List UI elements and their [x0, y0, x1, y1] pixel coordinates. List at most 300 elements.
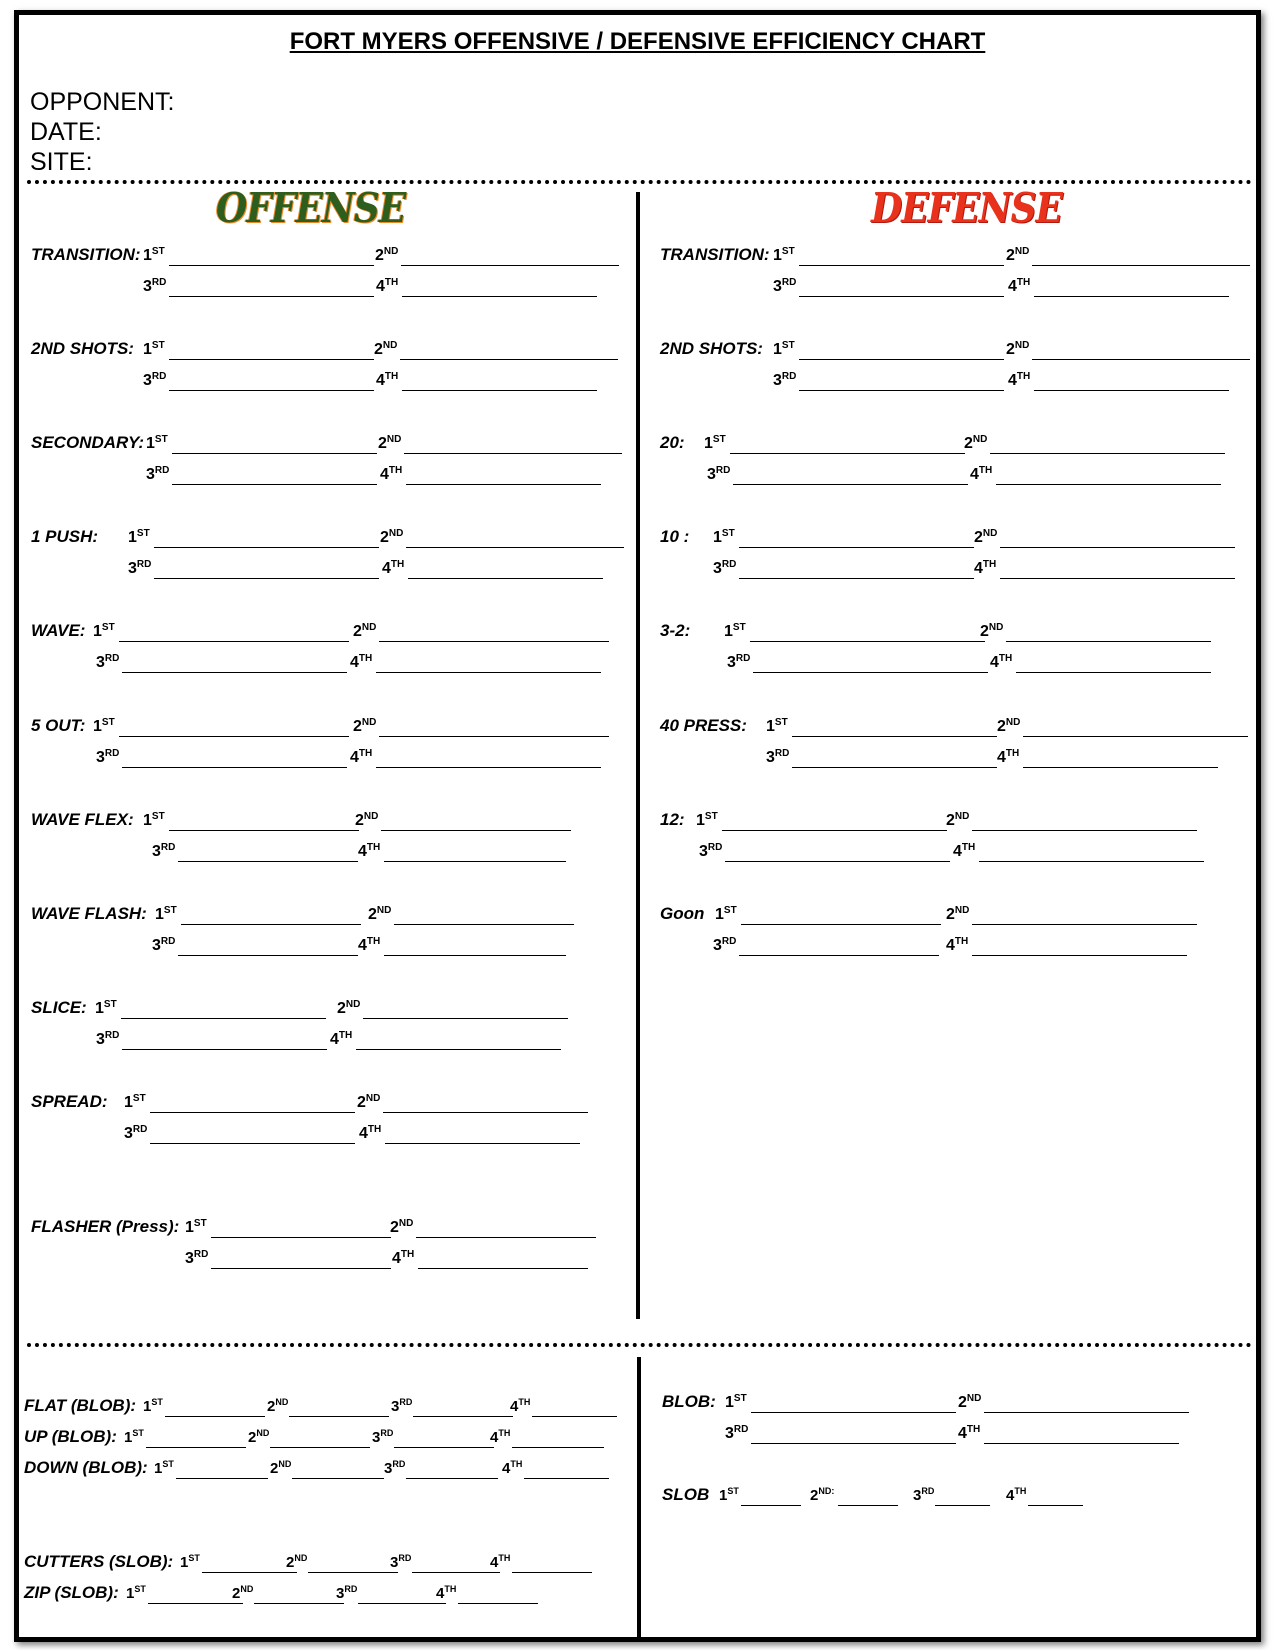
- quarter-3-label: [913, 1486, 934, 1504]
- play-label: UP (BLOB):: [24, 1427, 117, 1446]
- quarter-number: 3: [391, 1398, 400, 1415]
- quarter-suffix: ST: [732, 622, 746, 633]
- quarter-number: 1: [715, 906, 724, 923]
- quarter-4-label: [958, 1424, 980, 1443]
- quarter-4-input[interactable]: [402, 296, 597, 297]
- quarter-number: 3: [128, 560, 137, 577]
- quarter-suffix: RD: [774, 748, 790, 759]
- quarter-4-input[interactable]: [1034, 296, 1229, 297]
- quarter-3-input[interactable]: [122, 672, 347, 673]
- quarter-suffix: ND: [382, 340, 398, 351]
- quarter-suffix: TH: [518, 1397, 531, 1407]
- play-label: 3-2:: [660, 621, 691, 640]
- quarter-3-input[interactable]: [739, 955, 939, 956]
- quarter-3-input[interactable]: [751, 1443, 956, 1444]
- quarter-3-input[interactable]: [150, 1143, 355, 1144]
- quarter-3-label: [128, 559, 151, 578]
- defense-title: DEFENSE: [871, 184, 1062, 233]
- quarter-suffix: ND: [361, 717, 377, 728]
- quarter-1-label: [696, 811, 718, 830]
- quarter-suffix: TH: [384, 277, 399, 288]
- quarter-1-label: [725, 1393, 747, 1412]
- quarter-suffix: TH: [1016, 277, 1031, 288]
- play-label: WAVE FLEX:: [31, 810, 134, 829]
- quarter-1-input[interactable]: [741, 1505, 801, 1506]
- quarter-suffix: RD: [781, 371, 797, 382]
- quarter-3-label: [773, 371, 796, 390]
- quarter-1-label: [93, 622, 115, 641]
- play-label: BLOB:: [662, 1392, 716, 1411]
- quarter-suffix: TH: [367, 1124, 382, 1135]
- quarter-suffix: ND: [982, 528, 998, 539]
- quarter-number: 4: [358, 843, 367, 860]
- quarter-4-input[interactable]: [384, 861, 566, 862]
- quarter-3-label: [707, 465, 730, 484]
- quarter-2-label: [375, 246, 398, 265]
- quarter-suffix: TH: [366, 842, 381, 853]
- quarter-suffix: ND: [363, 811, 379, 822]
- quarter-4-input[interactable]: [1016, 672, 1211, 673]
- quarter-1-label: [146, 434, 168, 453]
- quarter-number: 4: [392, 1250, 401, 1267]
- quarter-1-input[interactable]: [751, 1412, 956, 1413]
- quarter-2-input[interactable]: [406, 547, 624, 548]
- quarter-3-label: [336, 1584, 357, 1602]
- quarter-number: 4: [1008, 278, 1017, 295]
- quarter-1-label: [124, 1093, 146, 1112]
- quarter-3-input[interactable]: [935, 1505, 990, 1506]
- quarter-4-input[interactable]: [972, 955, 1187, 956]
- quarter-suffix: RD: [104, 653, 120, 664]
- quarter-2-input[interactable]: [984, 1412, 1189, 1413]
- quarter-3-label: [390, 1553, 411, 1571]
- play-label: TRANSITION:: [660, 245, 770, 264]
- quarter-3-label: [713, 559, 736, 578]
- quarter-3-input[interactable]: [358, 1603, 446, 1604]
- quarter-number: 3: [707, 466, 716, 483]
- quarter-number: 2: [1006, 247, 1015, 264]
- quarter-2-input[interactable]: [254, 1603, 344, 1604]
- quarter-4-label: [502, 1459, 522, 1477]
- play-label: WAVE FLASH:: [31, 904, 147, 923]
- quarter-1-label: [719, 1486, 739, 1504]
- quarter-1-input[interactable]: [799, 359, 1004, 360]
- quarter-number: 2: [810, 1487, 819, 1504]
- quarter-2-input[interactable]: [1006, 641, 1211, 642]
- quarter-2-input[interactable]: [1032, 265, 1250, 266]
- quarter-3-label: [699, 842, 722, 861]
- quarter-suffix: ST: [723, 905, 737, 916]
- quarter-2-input[interactable]: [1023, 736, 1248, 737]
- quarter-suffix: ND: [256, 1428, 270, 1438]
- quarter-suffix: ST: [101, 622, 115, 633]
- quarter-4-label: [380, 465, 402, 484]
- quarter-4-input[interactable]: [512, 1447, 604, 1448]
- quarter-number: 4: [359, 1125, 368, 1142]
- quarter-suffix: ST: [733, 1393, 747, 1404]
- quarter-1-label: [143, 1397, 163, 1415]
- play-label: 5 OUT:: [31, 716, 86, 735]
- quarter-2-label: [946, 811, 969, 830]
- quarter-4-label: [990, 653, 1012, 672]
- quarter-2-input[interactable]: [379, 641, 609, 642]
- quarter-number: 1: [185, 1219, 194, 1236]
- quarter-1-input[interactable]: [121, 1018, 326, 1019]
- play-label: 20:: [660, 433, 685, 452]
- quarter-suffix: ND: [388, 528, 404, 539]
- quarter-suffix: ST: [103, 999, 117, 1010]
- quarter-2-label: [1006, 340, 1029, 359]
- quarter-2-input[interactable]: [289, 1416, 389, 1417]
- quarter-2-input[interactable]: [292, 1478, 384, 1479]
- quarter-3-input[interactable]: [122, 767, 347, 768]
- quarter-number: 3: [773, 278, 782, 295]
- quarter-2-input[interactable]: [379, 736, 609, 737]
- quarter-number: 3: [185, 1250, 194, 1267]
- quarter-number: 4: [376, 372, 385, 389]
- quarter-1-input[interactable]: [181, 924, 361, 925]
- quarter-suffix: TH: [1005, 748, 1020, 759]
- quarter-1-input[interactable]: [146, 1447, 246, 1448]
- quarter-4-input[interactable]: [376, 672, 601, 673]
- play-label: SPREAD:: [31, 1092, 108, 1111]
- play-label: ZIP (SLOB):: [24, 1583, 119, 1602]
- quarter-2-label: [248, 1428, 269, 1446]
- quarter-suffix: TH: [400, 1249, 415, 1260]
- page-title: FORT MYERS OFFENSIVE / DEFENSIVE EFFICIENCY CHART: [289, 28, 986, 55]
- quarter-4-input[interactable]: [532, 1416, 617, 1417]
- play-label: 12:: [660, 810, 685, 829]
- quarter-suffix: RD: [193, 1249, 209, 1260]
- quarter-number: 2: [997, 718, 1006, 735]
- quarter-3-input[interactable]: [178, 861, 358, 862]
- quarter-2-input[interactable]: [381, 830, 571, 831]
- quarter-number: 2: [380, 529, 389, 546]
- quarter-number: 1: [143, 341, 152, 358]
- quarter-1-input[interactable]: [750, 641, 985, 642]
- quarter-suffix: ND: [365, 1093, 381, 1104]
- quarter-1-label: [773, 246, 795, 265]
- quarter-1-label: [713, 528, 735, 547]
- quarter-4-input[interactable]: [356, 1049, 561, 1050]
- quarter-1-label: [128, 528, 150, 547]
- quarter-3-label: [384, 1459, 405, 1477]
- play-label: DOWN (BLOB):: [24, 1458, 148, 1477]
- quarter-suffix: TH: [384, 371, 399, 382]
- quarter-2-label: [964, 434, 987, 453]
- quarter-4-label: [997, 748, 1019, 767]
- quarter-number: 3: [124, 1125, 133, 1142]
- quarter-4-label: [358, 936, 380, 955]
- quarter-2-input[interactable]: [404, 453, 622, 454]
- quarter-3-input[interactable]: [413, 1416, 513, 1417]
- quarter-4-label: [490, 1553, 510, 1571]
- quarter-number: 4: [990, 654, 999, 671]
- quarter-suffix: ND: [294, 1553, 308, 1563]
- quarter-1-input[interactable]: [169, 359, 374, 360]
- quarter-2-input[interactable]: [990, 453, 1225, 454]
- quarter-number: 1: [124, 1429, 133, 1446]
- quarter-suffix: TH: [1014, 1486, 1027, 1496]
- quarter-1-label: [766, 717, 788, 736]
- quarter-4-input[interactable]: [524, 1478, 609, 1479]
- quarter-number: 4: [380, 466, 389, 483]
- quarter-1-input[interactable]: [741, 924, 941, 925]
- quarter-number: 4: [953, 843, 962, 860]
- quarter-2-input[interactable]: [363, 1018, 568, 1019]
- quarter-4-input[interactable]: [418, 1268, 588, 1269]
- quarter-4-label: [330, 1030, 352, 1049]
- quarter-suffix: RD: [132, 1124, 148, 1135]
- quarter-number: 1: [713, 529, 722, 546]
- quarter-1-input[interactable]: [154, 547, 379, 548]
- quarter-number: 1: [95, 1000, 104, 1017]
- quarter-3-input[interactable]: [154, 578, 379, 579]
- quarter-2-label: [267, 1397, 288, 1415]
- quarter-suffix: ND: [278, 1459, 292, 1469]
- quarter-2-label: [353, 717, 376, 736]
- quarter-number: 2: [1006, 341, 1015, 358]
- quarter-number: 1: [143, 247, 152, 264]
- quarter-suffix: ST: [781, 246, 795, 257]
- quarter-3-input[interactable]: [169, 390, 374, 391]
- quarter-suffix: RD: [151, 371, 167, 382]
- quarter-1-input[interactable]: [119, 641, 349, 642]
- quarter-1-input[interactable]: [172, 453, 377, 454]
- offense-title: OFFENSE: [216, 184, 406, 233]
- quarter-4-label: [1008, 277, 1030, 296]
- quarter-2-label: [946, 905, 969, 924]
- quarter-suffix: ST: [136, 528, 150, 539]
- quarter-3-input[interactable]: [172, 484, 377, 485]
- center-divider: [636, 192, 640, 1319]
- quarter-1-input[interactable]: [211, 1237, 391, 1238]
- quarter-1-input[interactable]: [799, 265, 1004, 266]
- quarter-2-input[interactable]: [838, 1505, 898, 1506]
- quarter-number: 2: [374, 341, 383, 358]
- quarter-2-label: [286, 1553, 307, 1571]
- quarter-1-input[interactable]: [148, 1603, 243, 1604]
- quarter-number: 4: [1008, 372, 1017, 389]
- quarter-number: 3: [152, 843, 161, 860]
- quarter-3-input[interactable]: [211, 1268, 391, 1269]
- quarter-2-input[interactable]: [401, 265, 619, 266]
- quarter-number: 4: [490, 1554, 499, 1571]
- play-label: 1 PUSH:: [31, 527, 99, 546]
- quarter-number: 3: [143, 372, 152, 389]
- quarter-suffix: ND: [972, 434, 988, 445]
- quarter-1-label: [715, 905, 737, 924]
- quarter-number: 3: [766, 749, 775, 766]
- quarter-number: 2: [974, 529, 983, 546]
- quarter-4-input[interactable]: [385, 1143, 580, 1144]
- quarter-1-input[interactable]: [176, 1478, 268, 1479]
- quarter-2-label: [368, 905, 391, 924]
- quarter-suffix: ST: [163, 905, 177, 916]
- quarter-3-input[interactable]: [412, 1572, 500, 1573]
- quarter-2-input[interactable]: [394, 924, 574, 925]
- quarter-1-label: [185, 1218, 207, 1237]
- quarter-4-input[interactable]: [384, 955, 566, 956]
- quarter-1-input[interactable]: [169, 830, 359, 831]
- quarter-suffix: ND: [275, 1397, 289, 1407]
- quarter-4-input[interactable]: [376, 767, 601, 768]
- quarter-suffix: ND: [361, 622, 377, 633]
- quarter-3-input[interactable]: [169, 296, 374, 297]
- quarter-suffix: ND: [1014, 340, 1030, 351]
- play-label: FLASHER (Press):: [31, 1217, 180, 1236]
- quarter-number: 1: [128, 529, 137, 546]
- quarter-3-input[interactable]: [122, 1049, 327, 1050]
- quarter-number: 4: [436, 1585, 445, 1602]
- quarter-3-input[interactable]: [406, 1478, 498, 1479]
- quarter-suffix: ND: [398, 1218, 414, 1229]
- quarter-4-input[interactable]: [458, 1603, 538, 1604]
- quarter-3-input[interactable]: [733, 484, 968, 485]
- quarter-1-label: [143, 246, 165, 265]
- quarter-number: 1: [180, 1554, 189, 1571]
- quarter-2-input[interactable]: [972, 830, 1197, 831]
- quarter-suffix: RD: [380, 1428, 394, 1438]
- quarter-number: 1: [124, 1094, 133, 1111]
- quarter-number: 2: [353, 623, 362, 640]
- quarter-3-label: [713, 936, 736, 955]
- quarter-3-label: [152, 936, 175, 955]
- quarter-2-input[interactable]: [270, 1447, 370, 1448]
- quarter-number: 2: [390, 1219, 399, 1236]
- quarter-suffix: ND: [383, 246, 399, 257]
- quarter-4-label: [953, 842, 975, 861]
- quarter-2-label: [390, 1218, 413, 1237]
- quarter-number: 1: [126, 1585, 135, 1602]
- quarter-4-input[interactable]: [1023, 767, 1218, 768]
- quarter-number: 3: [146, 466, 155, 483]
- quarter-4-input[interactable]: [1000, 578, 1235, 579]
- quarter-suffix: RD: [154, 465, 170, 476]
- quarter-4-input[interactable]: [406, 484, 601, 485]
- quarter-number: 3: [699, 843, 708, 860]
- quarter-2-input[interactable]: [972, 924, 1197, 925]
- quarter-1-input[interactable]: [202, 1572, 297, 1573]
- quarter-1-input[interactable]: [792, 736, 997, 737]
- quarter-4-input[interactable]: [402, 390, 597, 391]
- quarter-1-label: [126, 1584, 146, 1602]
- quarter-number: 4: [330, 1031, 339, 1048]
- play-label: WAVE:: [31, 621, 86, 640]
- quarter-3-label: [143, 371, 166, 390]
- quarter-4-label: [358, 842, 380, 861]
- quarter-number: 1: [154, 1460, 163, 1477]
- quarter-2-label: [810, 1486, 834, 1504]
- quarter-suffix: TH: [510, 1459, 523, 1469]
- quarter-number: 1: [143, 1398, 152, 1415]
- quarter-suffix: TH: [388, 465, 403, 476]
- quarter-4-input[interactable]: [979, 861, 1204, 862]
- quarter-suffix: ST: [132, 1093, 146, 1104]
- quarter-4-input[interactable]: [996, 484, 1221, 485]
- quarter-1-input[interactable]: [739, 547, 974, 548]
- quarter-1-label: [773, 340, 795, 359]
- quarter-1-label: [154, 1459, 174, 1477]
- quarter-suffix: TH: [498, 1553, 511, 1563]
- quarter-3-input[interactable]: [394, 1447, 494, 1448]
- quarter-suffix: TH: [390, 559, 405, 570]
- quarter-suffix: RD: [392, 1459, 406, 1469]
- play-label: 2ND SHOTS:: [660, 339, 763, 358]
- quarter-4-input[interactable]: [1034, 390, 1229, 391]
- quarter-1-input[interactable]: [169, 265, 374, 266]
- quarter-4-input[interactable]: [408, 578, 603, 579]
- quarter-number: 1: [93, 623, 102, 640]
- quarter-number: 4: [958, 1425, 967, 1442]
- quarter-3-input[interactable]: [178, 955, 358, 956]
- quarter-suffix: ND: [1014, 246, 1030, 257]
- quarter-1-input[interactable]: [730, 453, 965, 454]
- quarter-4-label: [392, 1249, 414, 1268]
- quarter-suffix: TH: [358, 653, 373, 664]
- quarter-suffix: RD: [398, 1553, 412, 1563]
- quarter-suffix: RD: [781, 277, 797, 288]
- quarter-2-label: [357, 1093, 380, 1112]
- quarter-suffix: RD: [733, 1424, 749, 1435]
- quarter-2-input[interactable]: [1032, 359, 1250, 360]
- play-label: SLOB: [662, 1485, 710, 1504]
- quarter-suffix: TH: [954, 936, 969, 947]
- quarter-2-input[interactable]: [383, 1112, 588, 1113]
- quarter-4-label: [350, 653, 372, 672]
- quarter-2-label: [980, 622, 1003, 641]
- quarter-4-label: [436, 1584, 456, 1602]
- quarter-1-input[interactable]: [165, 1416, 265, 1417]
- quarter-1-input[interactable]: [150, 1112, 355, 1113]
- quarter-4-input[interactable]: [984, 1443, 1179, 1444]
- play-label: TRANSITION:: [31, 245, 141, 264]
- quarter-3-input[interactable]: [792, 767, 997, 768]
- quarter-1-label: [95, 999, 117, 1018]
- quarter-1-input[interactable]: [119, 736, 349, 737]
- quarter-number: 2: [353, 718, 362, 735]
- quarter-3-input[interactable]: [753, 672, 988, 673]
- quarter-number: 2: [378, 435, 387, 452]
- quarter-3-input[interactable]: [799, 390, 1004, 391]
- quarter-2-input[interactable]: [308, 1572, 398, 1573]
- quarter-3-label: [725, 1424, 748, 1443]
- quarter-number: 3: [773, 372, 782, 389]
- quarter-1-input[interactable]: [722, 830, 947, 831]
- quarter-suffix: RD: [715, 465, 731, 476]
- quarter-3-input[interactable]: [739, 578, 974, 579]
- quarter-number: 2: [337, 1000, 346, 1017]
- quarter-3-input[interactable]: [725, 861, 950, 862]
- quarter-3-label: [391, 1397, 412, 1415]
- quarter-suffix: RD: [160, 842, 176, 853]
- quarter-suffix: ST: [101, 717, 115, 728]
- quarter-3-input[interactable]: [799, 296, 1004, 297]
- play-label: FLAT (BLOB):: [24, 1396, 137, 1415]
- quarter-4-label: [382, 559, 404, 578]
- quarter-suffix: ST: [154, 434, 168, 445]
- quarter-2-input[interactable]: [416, 1237, 596, 1238]
- quarter-number: 4: [997, 749, 1006, 766]
- quarter-2-input[interactable]: [1000, 547, 1235, 548]
- quarter-suffix: ST: [712, 434, 726, 445]
- quarter-2-input[interactable]: [400, 359, 618, 360]
- quarter-suffix: TH: [998, 653, 1013, 664]
- quarter-4-input[interactable]: [512, 1572, 592, 1573]
- bottom-center-divider: [637, 1357, 641, 1639]
- quarter-number: 3: [727, 654, 736, 671]
- quarter-4-input[interactable]: [1028, 1505, 1083, 1506]
